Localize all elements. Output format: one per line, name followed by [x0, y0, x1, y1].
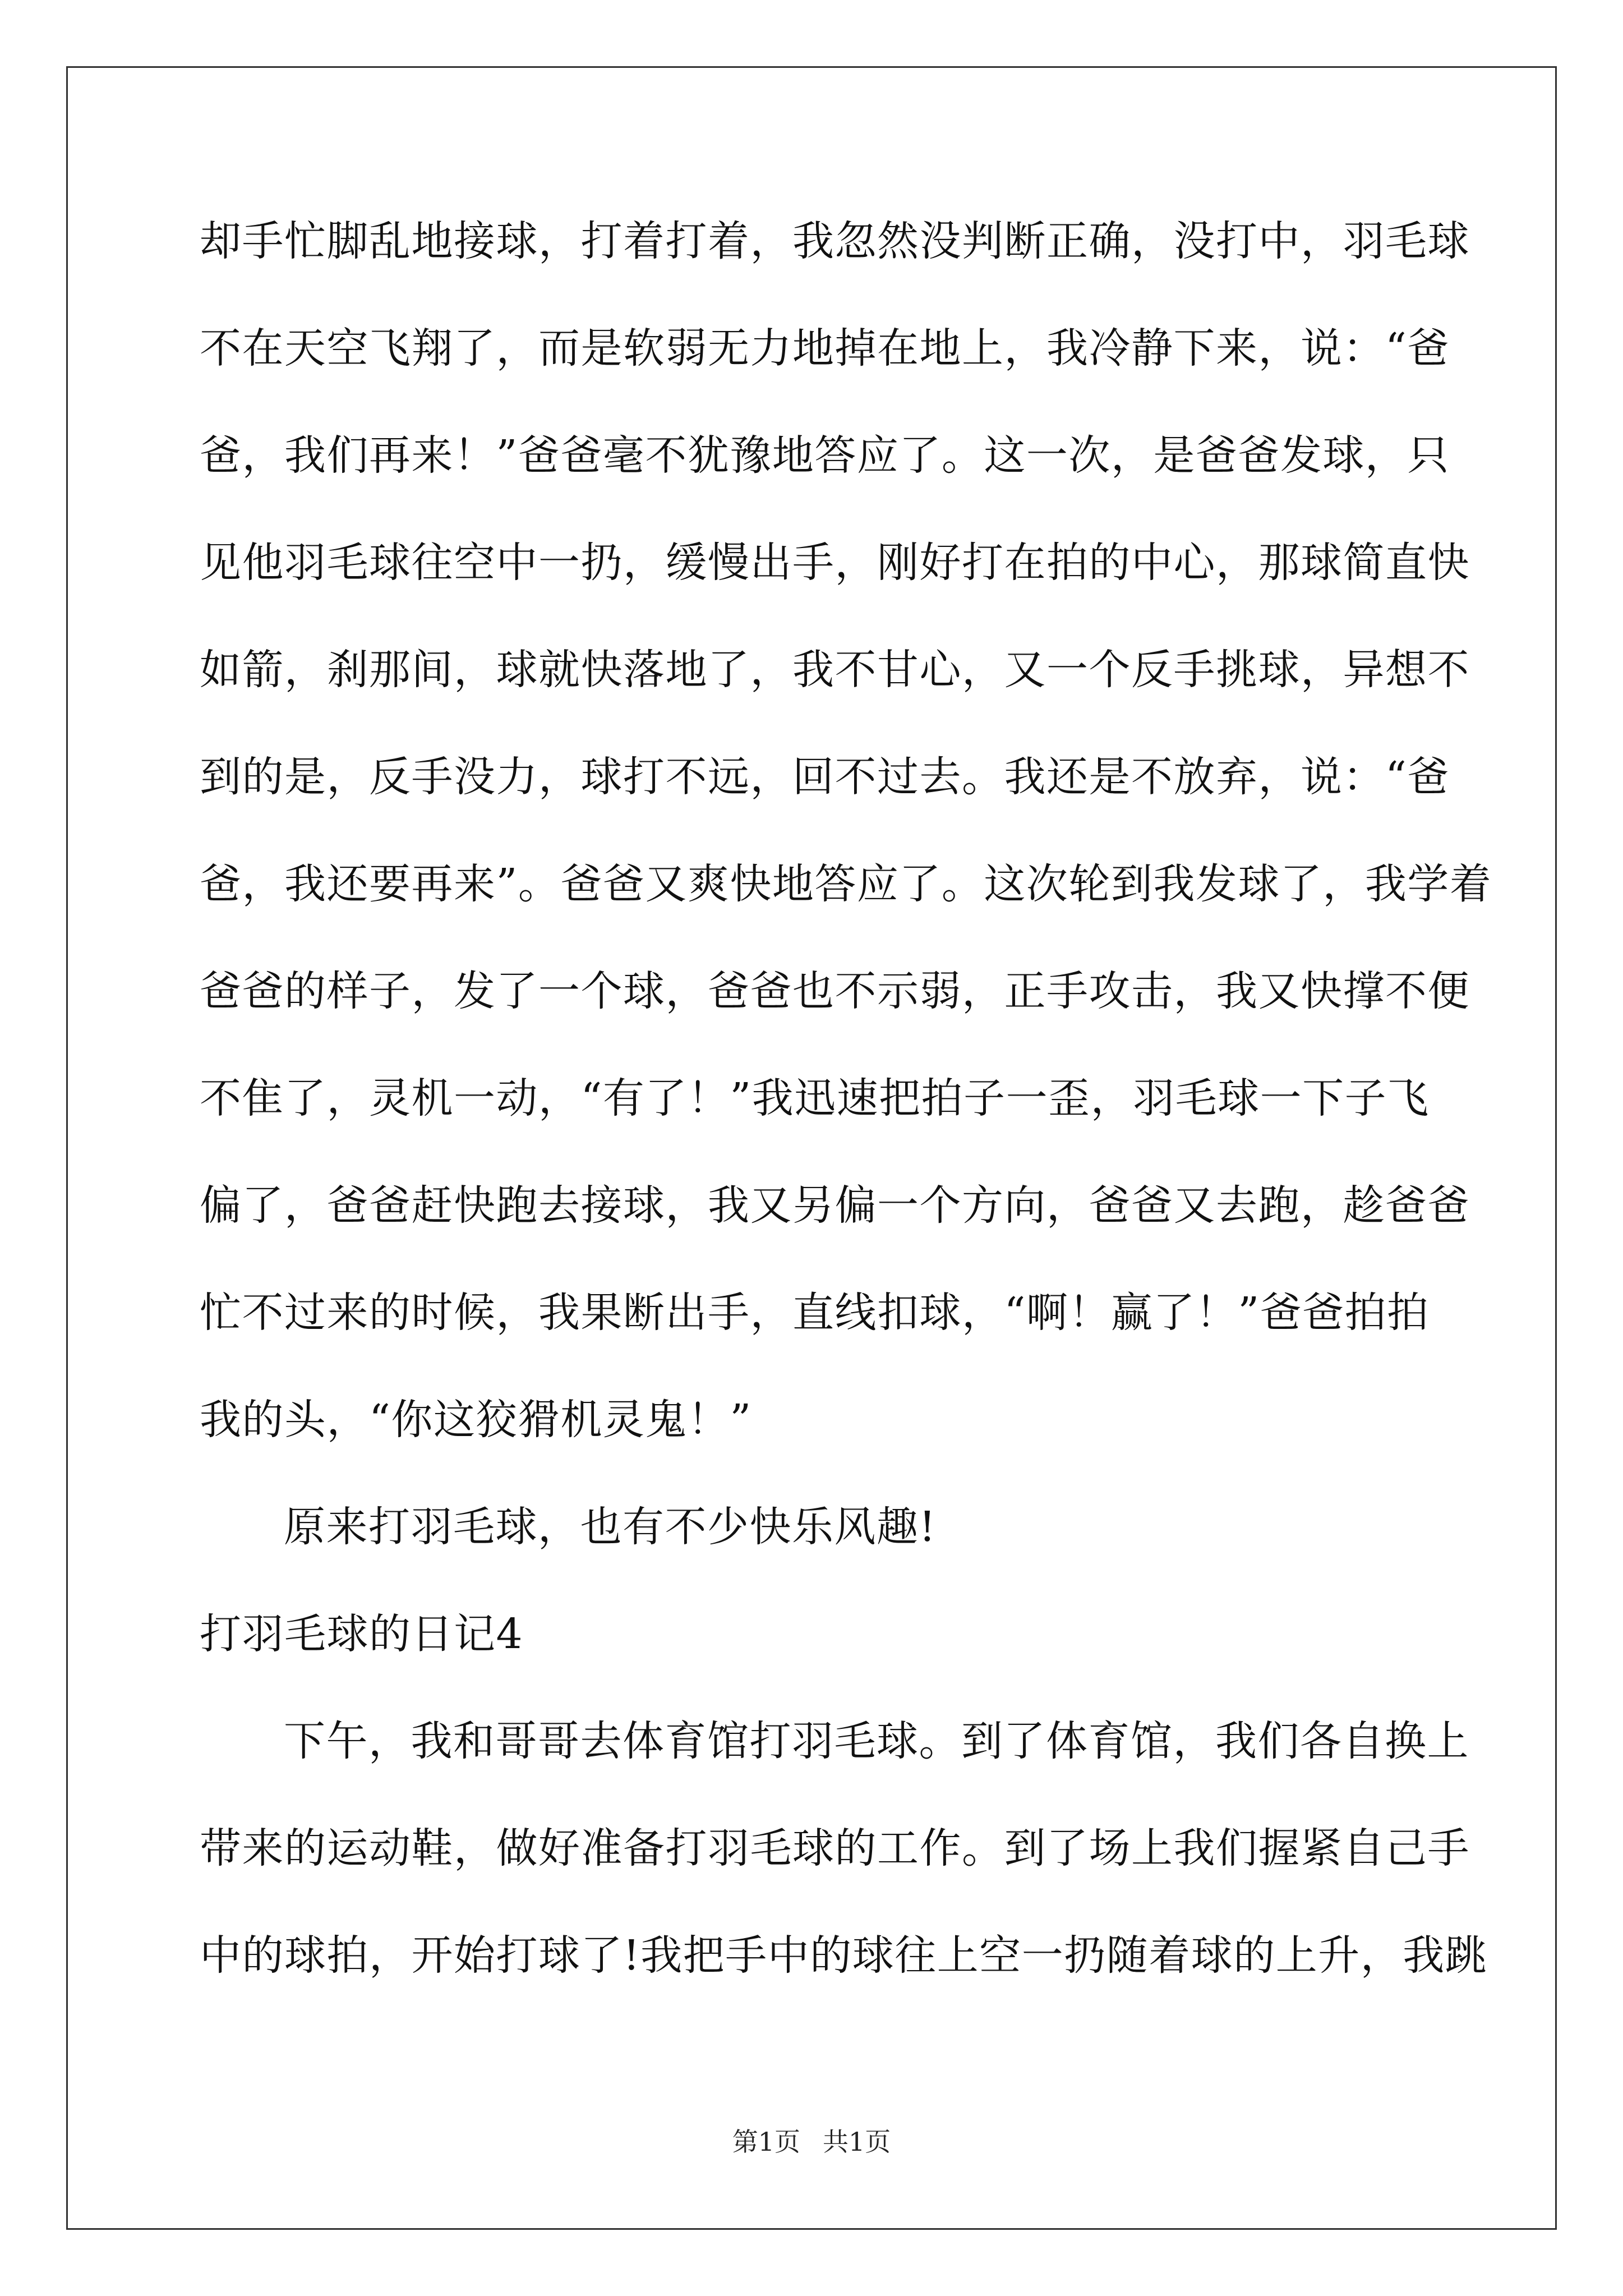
paragraph-line: 却手忙脚乱地接球，打着打着，我忽然没判断正确，没打中，羽毛球: [200, 217, 1470, 265]
page-number-total: 共1页: [823, 2127, 891, 2157]
paragraph-line: 带来的运动鞋，做好准备打羽毛球的工作。到了场上我们握紧自己手: [200, 1824, 1470, 1872]
page-number-current: 第1页: [732, 2127, 800, 2157]
section-heading: 打羽毛球的日记4: [200, 1610, 524, 1658]
page-footer: [0, 2125, 1623, 2159]
paragraph-line: 到的是，反手没力，球打不远，回不过去。我还是不放弃，说：“爸: [200, 753, 1450, 801]
paragraph-line: 爸，我们再来！”爸爸毫不犹豫地答应了。这一次，是爸爸发球，只: [200, 431, 1450, 480]
page-border: [66, 66, 1557, 2230]
paragraph-line: 原来打羽毛球，也有不少快乐风趣!: [284, 1503, 937, 1551]
paragraph-line: 如箭，刹那间，球就快落地了，我不甘心，又一个反手挑球，异想不: [200, 646, 1470, 694]
paragraph-line: 见他羽毛球往空中一扔，缓慢出手，刚好打在拍的中心，那球简直快: [200, 539, 1470, 587]
paragraph-line: 下午，我和哥哥去体育馆打羽毛球。到了体育馆，我们各自换上: [284, 1717, 1469, 1765]
paragraph-line: 中的球拍，开始打球了!我把手中的球往上空一扔随着球的上升，我跳: [200, 1931, 1488, 1980]
paragraph-line: 不在天空飞翔了，而是软弱无力地掉在地上，我冷静下来，说：“爸: [200, 324, 1450, 372]
paragraph-line: 爸爸的样子，发了一个球，爸爸也不示弱，正手攻击，我又快撑不便: [200, 967, 1470, 1015]
paragraph-line: 忙不过来的时候，我果断出手，直线扣球，“啊！赢了！”爸爸拍拍: [200, 1289, 1430, 1337]
paragraph-line: 不隹了，灵机一动，“有了！”我迅速把拍子一歪，羽毛球一下子飞: [200, 1074, 1430, 1122]
paragraph-line: 偏了，爸爸赶快跑去接球，我又另偏一个方向，爸爸又去跑，趁爸爸: [200, 1181, 1470, 1230]
paragraph-line: 爸，我还要再来”。爸爸又爽快地答应了。这次轮到我发球了，我学着: [200, 860, 1492, 908]
paragraph-line: 我的头，“你这狡猾机灵鬼！”: [200, 1396, 752, 1444]
